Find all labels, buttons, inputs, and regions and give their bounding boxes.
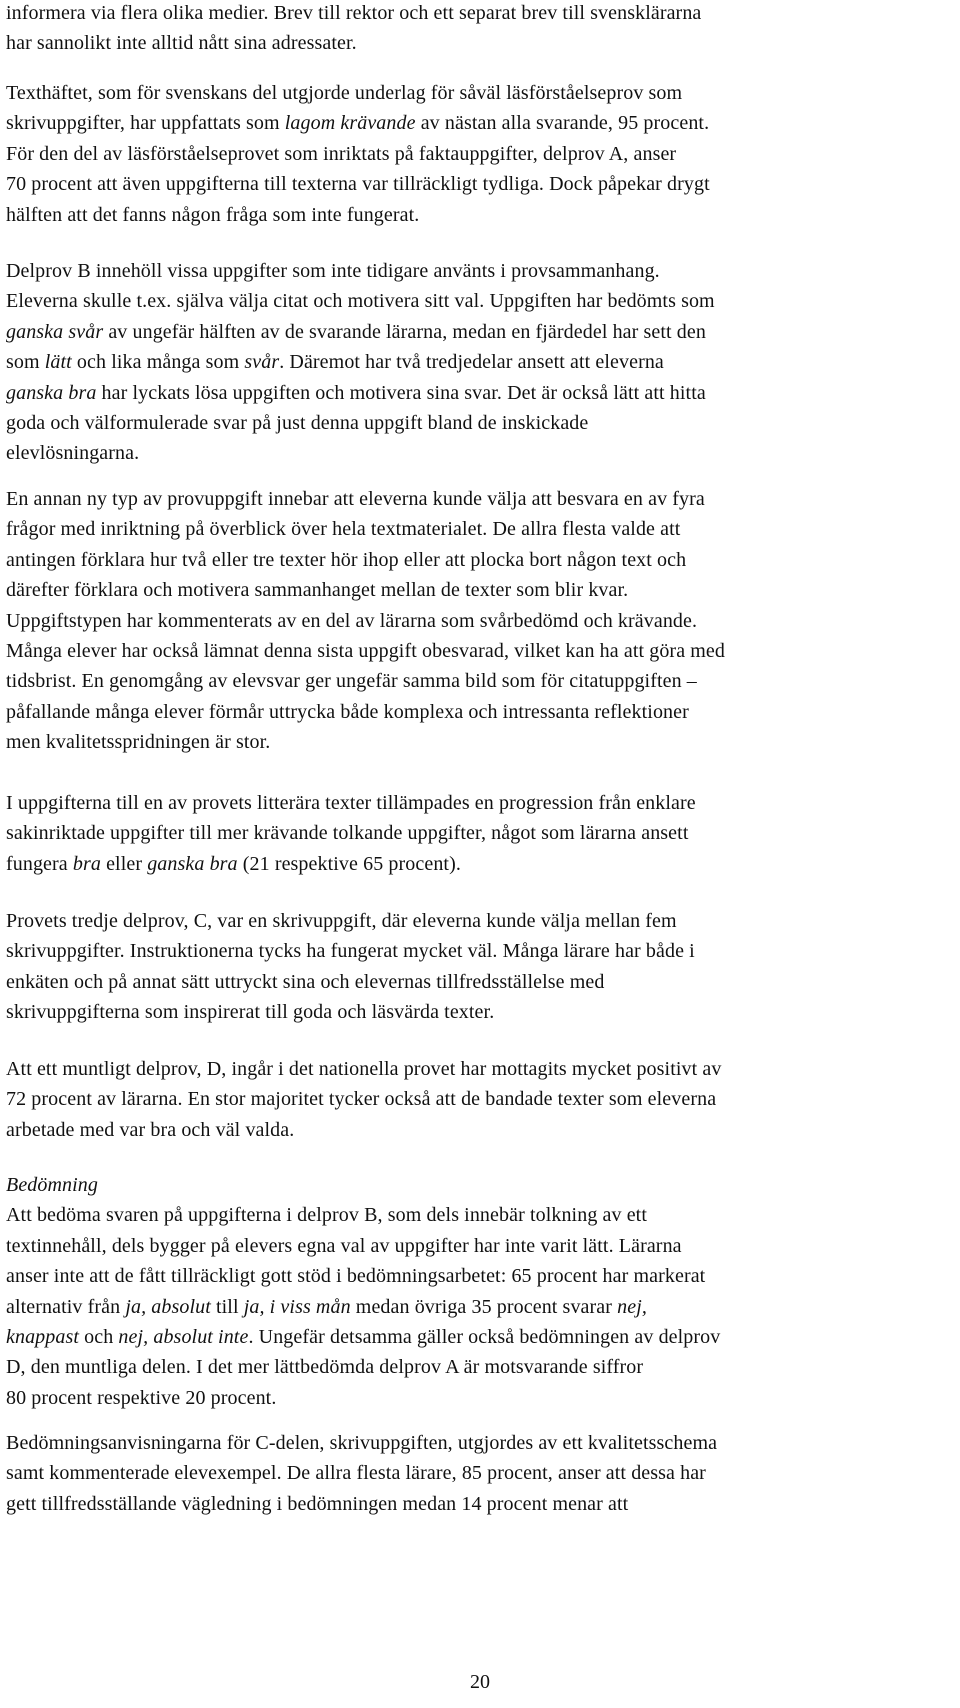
text-run: Provets tredje delprov, C, var en skrivuppgift, där eleverna kunde välja mellan fem: [6, 910, 677, 932]
page-number: 20: [470, 1671, 490, 1693]
text-run: Delprov B innehöll vissa uppgifter som inte tidigare använts i provsammanhang.: [6, 260, 660, 282]
text-run: informera via flera olika medier. Brev till rektor och ett separat brev till svensklärarna: [6, 2, 702, 24]
text-line: [6, 514, 725, 544]
text-line: [6, 606, 725, 636]
text-line: [6, 1383, 720, 1413]
paragraph: [6, 788, 696, 879]
text-line: [6, 347, 715, 377]
text-run: D, den muntliga delen. I det mer lättbedömda delprov A är motsvarande siffror: [6, 1356, 644, 1379]
text-line: [6, 545, 725, 575]
text-line: [6, 78, 710, 108]
text-run: men kvalitetsspridningen är stor.: [6, 731, 271, 754]
text-run: (21 respektive 65 procent).: [237, 852, 461, 875]
text-line: [6, 1261, 720, 1291]
text-run: 80 procent respektive 20 procent.: [6, 1386, 277, 1409]
paragraph: [6, 1428, 717, 1519]
text-line: [6, 1352, 720, 1382]
text-line: [6, 0, 701, 28]
text-line: [6, 438, 715, 468]
text-line: [6, 666, 725, 696]
italic-text: lagom krävande: [284, 112, 416, 135]
text-line: [6, 575, 725, 605]
paragraph: [6, 1170, 720, 1413]
text-run: och: [79, 1326, 119, 1349]
paragraph: [6, 78, 710, 230]
text-run: arbetade med var bra och väl valda.: [6, 1118, 295, 1141]
text-run: gett tillfredsställande vägledning i bedömningen medan 14 procent menar att: [6, 1492, 629, 1515]
text-run: . Däremot har två tredjedelar ansett att eleverna: [279, 351, 664, 374]
text-line: [6, 727, 725, 757]
paragraph: [6, 906, 695, 1028]
text-line: [6, 1170, 720, 1200]
text-run: Texthäftet, som för svenskans del utgjorde underlag för såväl läsförståelseprov som: [6, 82, 683, 104]
text-run: har lyckats lösa uppgiften och motivera sina svar. Det är också lätt att hitta: [96, 381, 706, 404]
text-run: samt kommenterade elevexempel. De allra flesta lärare, 85 procent, anser att dessa har: [6, 1462, 706, 1485]
text-run: skrivuppgifterna som inspirerat till goda och läsvärda texter.: [6, 1001, 495, 1024]
italic-text: lätt: [44, 351, 72, 374]
text-line: [6, 1231, 720, 1261]
italic-text: svår: [244, 351, 280, 374]
text-run: elevlösningarna.: [6, 442, 140, 465]
text-line: [6, 936, 695, 966]
text-line: [6, 169, 710, 199]
text-line: [6, 28, 701, 58]
text-run: hälften att det fanns någon fråga som inte fungerat.: [6, 203, 420, 226]
text-run: Uppgiftstypen har kommenterats av en del av lärarna som svårbedömd och krävande.: [6, 609, 698, 632]
text-run: medan övriga 35 procent svarar: [350, 1295, 618, 1318]
text-line: [6, 1458, 717, 1488]
text-line: [6, 636, 725, 666]
text-line: [6, 1428, 717, 1458]
text-run: Eleverna skulle t.ex. själva välja citat och motivera sitt val. Uppgiften har bedömts som: [6, 290, 715, 313]
text-run: av ungefär hälften av de svarande lärarna, medan en fjärdedel har sett den: [103, 320, 706, 343]
text-run: påfallande många elever förmår uttrycka både komplexa och intressanta reflektioner: [6, 700, 689, 723]
text-line: [6, 200, 710, 230]
text-run: En annan ny typ av provuppgift innebar att eleverna kunde välja att besvara en av fyra: [6, 488, 705, 510]
italic-text: ja, absolut: [125, 1295, 211, 1318]
italic-text: bra: [72, 852, 101, 875]
text-run: fungera: [6, 852, 73, 875]
text-run: till: [210, 1295, 244, 1318]
text-run: 70 procent att även uppgifterna till texterna var tillräckligt tydliga. Dock påpekar drygt: [6, 173, 710, 196]
text-run: sakinriktade uppgifter till mer krävande tolkande uppgifter, något som lärarna ansett: [6, 822, 689, 845]
text-line: [6, 818, 696, 848]
text-run: enkäten och på annat sätt uttryckt sina och elevernas tillfredsställelse med: [6, 970, 605, 993]
text-run: tidsbrist. En genomgång av elevsvar ger ungefär samma bild som för citatuppgiften –: [6, 670, 697, 693]
italic-text: ganska bra: [147, 852, 238, 875]
text-run: eller: [100, 852, 148, 875]
text-run: Att ett muntligt delprov, D, ingår i det nationella provet har mottagits mycket positivt av: [6, 1058, 722, 1080]
text-line: [6, 108, 710, 138]
text-run: skrivuppgifter, har uppfattats som: [6, 112, 285, 135]
text-run: som: [6, 351, 45, 374]
text-run: Många elever har också lämnat denna sista uppgift obesvarad, vilket kan ha att göra med: [6, 640, 726, 663]
text-line: [6, 286, 715, 316]
text-line: [6, 1489, 717, 1519]
text-line: [6, 317, 715, 347]
italic-text: ja, i viss mån: [243, 1295, 351, 1318]
text-line: [6, 697, 725, 727]
text-line: [6, 1054, 721, 1084]
italic-text: ganska svår: [6, 320, 104, 343]
text-run: Bedömningsanvisningarna för C-delen, skrivuppgiften, utgjordes av ett kvalitetsschema: [6, 1432, 718, 1454]
text-run: Att bedöma svaren på uppgifterna i delprov B, som dels innebär tolkning av ett: [6, 1204, 647, 1227]
italic-text: knappast: [6, 1326, 80, 1349]
text-line: [6, 849, 696, 879]
text-line: [6, 484, 725, 514]
paragraph: [6, 0, 701, 59]
paragraph: [6, 256, 715, 469]
text-run: 72 procent av lärarna. En stor majoritet tycker också att de bandade texter som eleverna: [6, 1088, 717, 1111]
paragraph: [6, 1054, 721, 1145]
text-run: För den del av läsförståelseprovet som inriktats på faktauppgifter, delprov A, anser: [6, 142, 677, 165]
text-line: [6, 1115, 721, 1145]
text-run: I uppgifterna till en av provets litterära texter tillämpades en progression från enklare: [6, 792, 696, 814]
text-run: har sannolikt inte alltid nått sina adressater.: [6, 32, 357, 55]
text-line: [6, 967, 695, 997]
text-line: [6, 1084, 721, 1114]
text-line: [6, 1322, 720, 1352]
text-run: anser inte att de fått tillräckligt gott stöd i bedömningsarbetet: 65 procent har markerat: [6, 1265, 706, 1288]
text-run: alternativ från: [6, 1295, 126, 1318]
text-run: av nästan alla svarande, 95 procent.: [415, 112, 710, 135]
text-run: frågor med inriktning på överblick över hela textmaterialet. De allra flesta valde att: [6, 518, 681, 541]
text-line: [6, 408, 715, 438]
text-run: textinnehåll, dels bygger på elevers egna val av uppgifter har inte varit lätt. Lärarna: [6, 1234, 682, 1257]
text-run: skrivuppgifter. Instruktionerna tycks ha fungerat mycket väl. Många lärare har både i: [6, 940, 695, 963]
text-line: [6, 997, 695, 1027]
text-run: . Ungefär detsamma gäller också bedömningen av delprov: [248, 1326, 721, 1349]
text-run: och lika många som: [71, 351, 245, 374]
text-run: därefter förklara och motivera sammanhanget mellan de texter som blir kvar.: [6, 579, 629, 602]
text-line: [6, 256, 715, 286]
text-line: [6, 378, 715, 408]
text-run: goda och välformulerade svar på just denna uppgift bland de inskickade: [6, 412, 589, 435]
text-line: [6, 906, 695, 936]
text-line: [6, 139, 710, 169]
italic-text: Bedömning: [6, 1174, 98, 1196]
text-line: [6, 1200, 720, 1230]
paragraph: [6, 484, 725, 758]
text-line: [6, 788, 696, 818]
text-line: [6, 1292, 720, 1322]
italic-text: ganska bra: [6, 381, 97, 404]
italic-text: nej, absolut inte: [118, 1326, 249, 1349]
text-run: antingen förklara hur två eller tre texter hör ihop eller att plocka bort någon text och: [6, 548, 687, 571]
italic-text: nej,: [617, 1295, 647, 1318]
